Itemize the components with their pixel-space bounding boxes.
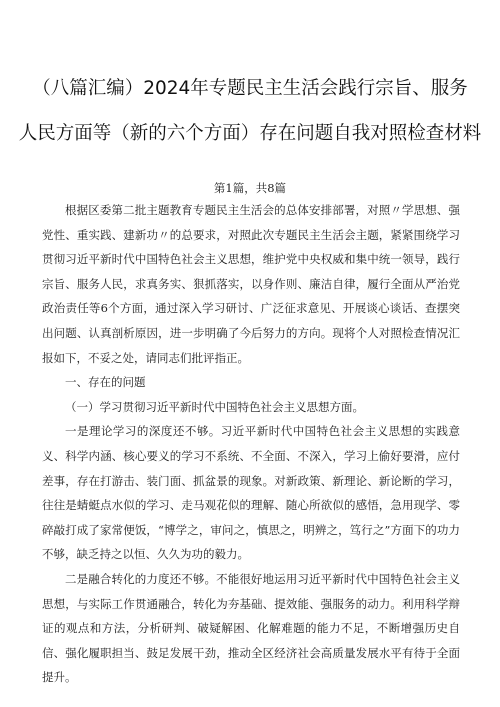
body-paragraph-1: 一是理论学习的深度还不够。习近平新时代中国特色社会主义思想的实践意义、科学内涵、核心要义的学习不系统、不全面、不深入，学习上偷好要滑，应付差事，存在打游击、装门面、抓盆景的现象。对新政策、新理论、新论断的学习，往往是蜻蜓点水似的学习、走马观花似的理解、随心所欲似的感悟，急用现学、零碎敲打成了家常便饭，“博学之，审问之，慎思之，明辨之，笃行之”方面下的功力不够，缺乏持之以恒、久久为功的毅力。 bbox=[42, 424, 460, 562]
section-heading: 一、存在的问题 bbox=[65, 375, 146, 390]
document-body bbox=[42, 198, 460, 690]
body-paragraph-2: 二是融合转化的力度还不够。不能很好地运用习近平新时代中国特色社会主义思想，与实际工作贯通融合，转化为夯基础、提效能、强服务的动力。利用科学辩证的观点和方法，分析研判、破疑解困、化解难题的能力不足，不断增强历史自信、强化履职担当、鼓足发展干劲，推动全区经济社会高质量发展水平有待于全面提升。 bbox=[42, 571, 460, 685]
intro-paragraph: 根据区委第二批主题教育专题民主生活会的总体安排部署，对照〃学思想、强党性、重实践、建新功〃的总要求，对照此次专题民主生活会主题，紧紧围绕学习贯彻习近平新时代中国特色社会主义思想，维护党中央权威和集中统一领导，践行宗旨、服务人民，求真务实、狠抓落实，以身作则、廉洁自律，履行全面从严治党政治责任等6个方面，通过深入学习研讨、广泛征求意见、开展谈心谈话、查摆突出问题、认真剖析原因，进一步明确了今后努力的方向。现将个人对照检查情况汇报如下，不妥之处，请同志们批评指正。 bbox=[42, 203, 460, 365]
part-indicator: 第1篇，共8篇 bbox=[213, 181, 287, 195]
document-title-line-2: 人民方面等（新的六个方面）存在问题自我对照检查材料 bbox=[18, 123, 482, 144]
document-title-line-1: （八篇汇编）2024年专题民主生活会践行宗旨、服务 bbox=[32, 78, 468, 99]
subsection-heading: （一）学习贯彻习近平新时代中国特色社会主义思想方面。 bbox=[65, 399, 364, 414]
